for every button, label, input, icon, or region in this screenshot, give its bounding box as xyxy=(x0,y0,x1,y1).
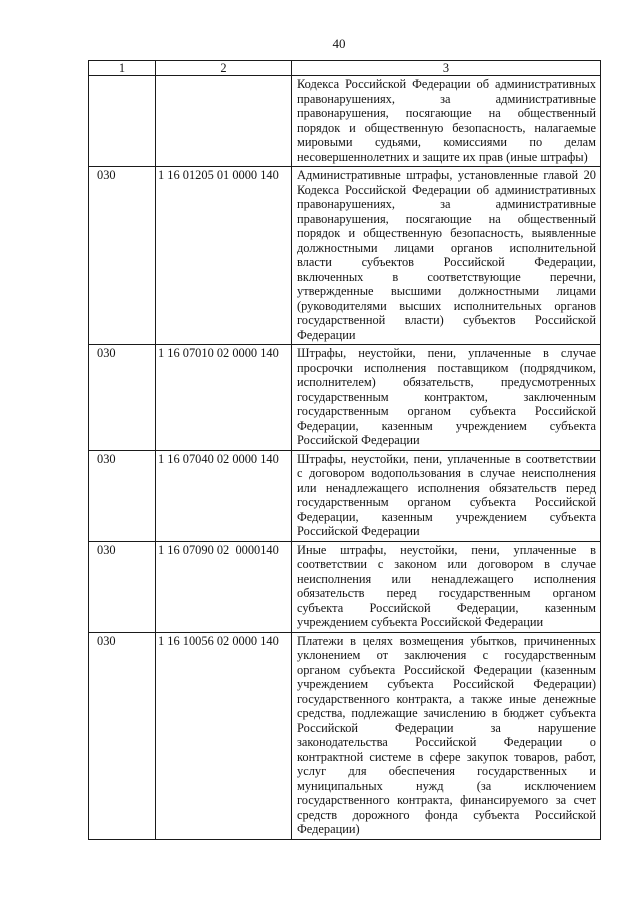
description-line: услуг для обеспечения государственных и xyxy=(297,764,596,778)
description-line: государственного контракта, а также иные денежные xyxy=(297,691,596,706)
description-line: уклонением от заключения с государственным xyxy=(297,648,596,662)
description-line: муниципальных нужд (за исключением xyxy=(297,778,596,793)
description-line: Кодекса Российской Федерации об административных xyxy=(297,182,596,197)
description-line: мировыми судьями, комиссиями по делам xyxy=(297,135,596,149)
description-line: субъекта Российской Федерации, казенным xyxy=(297,600,596,615)
cell-description xyxy=(292,76,601,167)
description-line: Российской Федерации за нарушение xyxy=(297,720,596,735)
cell-admin-code: 030 xyxy=(89,633,156,840)
description-line: Штрафы, неустойки, пени, уплаченные в случае xyxy=(297,346,596,360)
description-line: средства, подлежащие зачислению в бюджет субъекта xyxy=(297,706,596,720)
description-line: средств дорожного фонда субъекта Российской xyxy=(297,807,596,822)
description-line: правонарушения, посягающие на общественный xyxy=(297,106,596,120)
description-line: несовершеннолетних и защите их прав (иные штрафы) xyxy=(297,149,588,164)
description-line: государственным контрактом, заключенным xyxy=(297,389,596,404)
description-line: неисполнения или ненадлежащего исполнения xyxy=(297,571,596,586)
description-line: Федерации) xyxy=(297,822,360,836)
description-line: государственным органом субъекта Российской xyxy=(297,495,596,509)
header-col-1: 1 xyxy=(89,61,156,76)
description-line: Федерации, казенным учреждением субъекта xyxy=(297,418,596,433)
cell-description xyxy=(292,345,601,451)
description-line: Российской Федерации xyxy=(297,524,420,538)
description-line: (руководителями высших исполнительных органов xyxy=(297,298,596,313)
description-line: Кодекса Российской Федерации об административных xyxy=(297,77,596,91)
cell-kbk-code: 1 16 07090 02 0000140 xyxy=(156,542,292,633)
description-line: исполнителем) обязательств, предусмотренных xyxy=(297,375,596,389)
description-line: Административные штрафы, установленные главой 20 xyxy=(297,168,596,182)
description-line: государственного контракта, финансируемого за счет xyxy=(297,793,596,807)
description-line: Российской Федерации xyxy=(297,433,420,447)
cell-kbk-code: 1 16 10056 02 0000 140 xyxy=(156,633,292,840)
cell-admin-code: 030 xyxy=(89,345,156,451)
description-line: государственной власти) субъектов Российской xyxy=(297,313,596,327)
description-line: должностными лицами органов исполнительной xyxy=(297,240,596,255)
description-line: соответствии с законом или договором в случае xyxy=(297,557,596,571)
description-line: Штрафы, неустойки, пени, уплаченные в соответствии xyxy=(297,451,596,466)
description-line: власти субъектов Российской Федерации, xyxy=(297,255,596,269)
description-line: или ненадлежащего исполнения обязательств перед xyxy=(297,480,596,495)
cell-admin-code xyxy=(89,76,156,167)
description-line: утвержденные высшими должностными лицами xyxy=(297,284,596,298)
description-line: порядок и общественную безопасность, выявленные xyxy=(297,226,596,240)
description-line: Федерации xyxy=(297,327,356,342)
description-line: контрактной системе в сфере закупок товаров, работ, xyxy=(297,749,596,764)
description-line: законодательства Российской Федерации о xyxy=(297,735,596,749)
description-line: Иные штрафы, неустойки, пени, уплаченные в xyxy=(297,542,596,557)
description-line: правонарушения, посягающие на общественный xyxy=(297,211,596,226)
description-line: учреждением субъекта Российской Федерации) xyxy=(297,677,596,691)
description-line: учреждением субъекта Российской Федерации xyxy=(297,615,544,629)
description-line: с договором водопользования в случае неисполнения xyxy=(297,466,596,480)
cell-kbk-code: 1 16 07040 02 0000 140 xyxy=(156,451,292,542)
description-line: просрочки исполнения поставщиком (подрядчиком, xyxy=(297,360,596,375)
header-col-3: 3 xyxy=(292,61,601,76)
description-line: обязательств перед государственным органом xyxy=(297,586,596,600)
cell-admin-code: 030 xyxy=(89,167,156,345)
description-line: порядок и общественную безопасность, налагаемые xyxy=(297,120,596,135)
cell-kbk-code: 1 16 07010 02 0000 140 xyxy=(156,345,292,451)
header-col-2: 2 xyxy=(156,61,292,76)
description-line: правонарушениях, за административные xyxy=(297,91,596,106)
cell-description xyxy=(292,451,601,542)
cell-kbk-code xyxy=(156,76,292,167)
description-line: Федерации, казенным учреждением субъекта xyxy=(297,509,596,524)
description-line: правонарушениях, за административные xyxy=(297,197,596,211)
description-line: государственным органом субъекта Российской xyxy=(297,404,596,418)
description-line: органом субъекта Российской Федерации (казенным xyxy=(297,662,596,677)
cell-admin-code: 030 xyxy=(89,542,156,633)
budget-classification-table xyxy=(88,60,601,840)
description-line: Платежи в целях возмещения убытков, причиненных xyxy=(297,633,596,648)
cell-kbk-code: 1 16 01205 01 0000 140 xyxy=(156,167,292,345)
page-number: 40 xyxy=(332,36,346,51)
description-line: включенных в соответствующие перечни, xyxy=(297,269,596,284)
cell-description xyxy=(292,167,601,345)
cell-description xyxy=(292,542,601,633)
cell-admin-code: 030 xyxy=(89,451,156,542)
cell-description xyxy=(292,633,601,840)
